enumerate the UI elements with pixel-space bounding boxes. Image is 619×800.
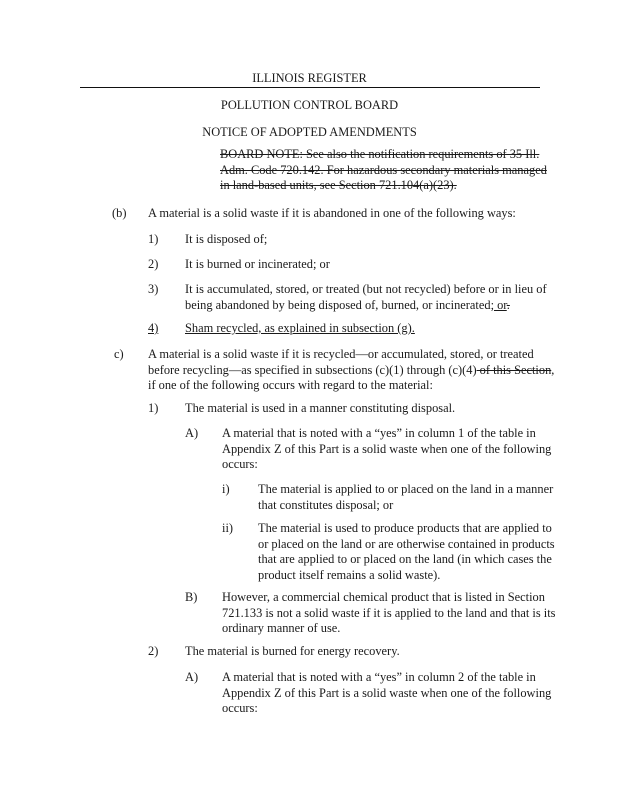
board-title: POLLUTION CONTROL BOARD <box>220 98 399 112</box>
c1-a-label: A) <box>185 426 199 440</box>
board-note-line: in land-based units, see Section 721.104(a)(23). <box>220 178 457 192</box>
register-title: ILLINOIS REGISTER <box>252 71 367 85</box>
section-c-label: c) <box>114 347 124 361</box>
c1-a-ii-label: ii) <box>222 521 234 535</box>
b-item-line: It is accumulated, stored, or treated (but not recycled) before or in lieu of <box>185 282 547 296</box>
b-item-label: 4) <box>148 321 159 335</box>
section-c-line: A material is a solid waste if it is recycled—or accumulated, stored, or treated <box>148 347 534 361</box>
c1-b-text: However, a commercial chemical product that is listed in Section 721.133 is not a solid waste if it is applied to the land and that is its ordinary manner of use. <box>222 590 556 635</box>
inserted-text: ; or <box>490 297 507 312</box>
c-item-text: The material is used in a manner constituting disposal. <box>185 401 456 415</box>
b-item-label: 3) <box>148 282 159 296</box>
c2-a-text: A material that is noted with a “yes” in column 2 of the table in Appendix Z of this Part is a solid waste when one of the following occurs: <box>222 670 552 715</box>
board-note-line: BOARD NOTE: See also the notification requirements of 35 Ill. <box>220 147 540 161</box>
c1-a-text: A material that is noted with a “yes” in column 1 of the table in Appendix Z of this Part is a solid waste when one of the following occurs: <box>222 426 552 471</box>
c2-a-label: A) <box>185 670 199 684</box>
section-b-text: A material is a solid waste if it is abandoned in one of the following ways: <box>148 206 516 220</box>
b-item-label: 1) <box>148 232 159 246</box>
c-item-text: The material is burned for energy recovery. <box>185 644 400 658</box>
c1-a-i-text: The material is applied to or placed on the land in a manner that constitutes disposal; or <box>258 482 554 512</box>
board-note <box>220 147 560 194</box>
b-item-text: It is burned or incinerated; or <box>185 257 330 271</box>
section-c-line: before recycling—as specified in subsections (c)(1) through (c)(4) of this Section, <box>148 362 555 377</box>
c-item-label: 2) <box>148 644 159 658</box>
notice-title: NOTICE OF ADOPTED AMENDMENTS <box>202 125 417 139</box>
c1-a-ii-text: The material is used to produce products that are applied to or placed on the land or are otherwise contained in products that are applied to or placed on the land (in which cases the product itself remains a solid waste). <box>258 521 555 582</box>
header-rule <box>80 87 540 88</box>
c1-a-i-label: i) <box>222 482 230 496</box>
board-note-line: Adm. Code 720.142. For hazardous secondary materials managed <box>220 162 547 177</box>
section-c-text <box>148 347 558 394</box>
section-c-line: if one of the following occurs with regard to the material: <box>148 378 433 392</box>
b-item-text: It is disposed of; <box>185 232 268 246</box>
deleted-text: of this Section <box>476 362 552 377</box>
c-item-label: 1) <box>148 401 159 415</box>
b-item-line: being abandoned by being disposed of, burned, or incinerated; or. <box>185 297 510 312</box>
deleted-text: . <box>506 297 510 312</box>
b-item-text <box>185 282 555 313</box>
b-item-label: 2) <box>148 257 159 271</box>
section-b-label: (b) <box>112 206 127 220</box>
b-item-text: Sham recycled, as explained in subsection (g). <box>185 321 415 335</box>
c1-b-label: B) <box>185 590 198 604</box>
